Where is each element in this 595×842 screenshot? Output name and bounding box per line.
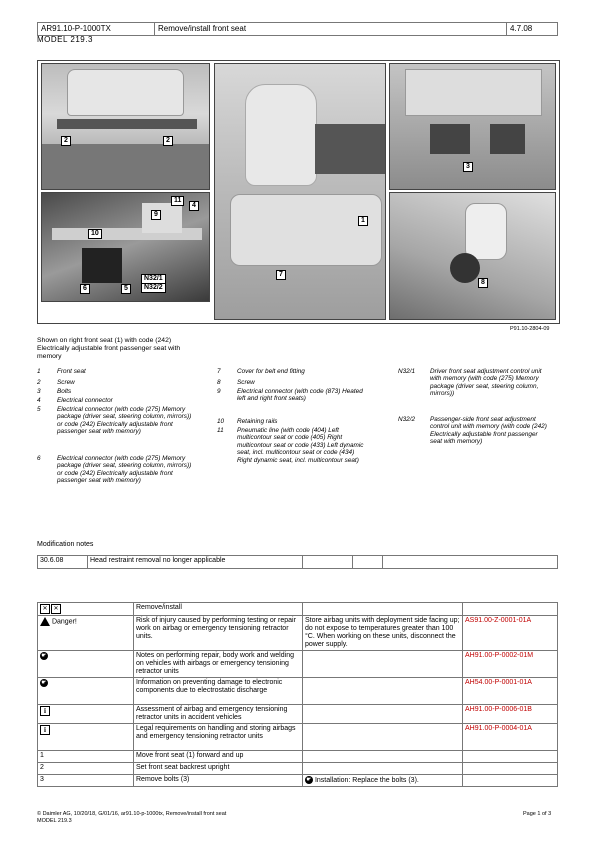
procedure-table	[37, 602, 558, 787]
modification-table	[37, 555, 558, 569]
callout-6: 6	[80, 284, 90, 294]
modification-text: Head restraint removal no longer applicable	[88, 556, 303, 569]
install-icon: ✕	[51, 604, 61, 614]
info-icon: i	[40, 725, 50, 735]
table-row: ☛ Notes on performing repair, body work and welding on vehicles with airbags or emergency tensioning retractor units AH91.00-P-0002-01M	[38, 651, 558, 678]
footer-line2: MODEL 219.3	[37, 817, 72, 824]
ref-link[interactable]: AH91.00-P-0004-01A	[463, 724, 558, 751]
danger-icon	[40, 617, 50, 626]
ref-link[interactable]: AS91.00-Z-0001-01A	[463, 616, 558, 651]
callout-1: 1	[358, 216, 368, 226]
modification-date: 30.6.08	[38, 556, 88, 569]
callout-4: 4	[189, 201, 199, 211]
table-row: Danger! Risk of injury caused by performing testing or repair work on airbag or emergency tensioning retractor units. Store airbag units with deployment side facing up; do not expose to temperatures greater than 100 °C. When working on these units, disconnect the power supply. AS91.00-Z-0001-01A	[38, 616, 558, 651]
callout-2-right: 2	[163, 136, 173, 146]
footer	[37, 811, 226, 824]
info-icon: i	[40, 706, 50, 716]
photo-belt-fitting	[389, 192, 556, 320]
remove-icon: ✕	[40, 604, 50, 614]
hand-note-icon: ☛	[41, 653, 47, 659]
figure-ref: P91.10-2804-09	[510, 326, 550, 332]
doc-date: 4.7.08	[507, 23, 558, 36]
callout-7: 7	[276, 270, 286, 280]
doc-id: AR91.10-P-1000TX	[38, 23, 155, 36]
hand-note-icon: ☛	[41, 680, 47, 686]
ref-link[interactable]: AH91.00-P-0006-01B	[463, 705, 558, 724]
intro-text: Shown on right front seat (1) with code (242) Electrically adjustable front passenger seat with memory	[37, 337, 181, 360]
callout-8: 8	[478, 278, 488, 288]
doc-title: Remove/install front seat	[155, 23, 507, 36]
callout-n32-1: N32/1	[141, 274, 166, 284]
ref-link[interactable]: AH54.00-P-0001-01A	[463, 678, 558, 705]
table-row: 1 Move front seat (1) forward and up	[38, 751, 558, 763]
table-row: i Assessment of airbag and emergency tensioning retractor units in accident vehicles AH91.00-P-0006-01B	[38, 705, 558, 724]
callout-2-left: 2	[61, 136, 71, 146]
callout-11: 11	[171, 196, 184, 206]
table-row: i Legal requirements on handling and storing airbags and emergency tensioning retractor units AH91.00-P-0004-01A	[38, 724, 558, 751]
modification-heading: Modification notes	[37, 541, 94, 548]
table-row: 3 Remove bolts (3) ☛ Installation: Replace the bolts (3).	[38, 775, 558, 787]
callout-3: 3	[463, 162, 473, 172]
ref-link[interactable]: AH91.00-P-0002-01M	[463, 651, 558, 678]
callout-n32-2: N32/2	[141, 283, 166, 293]
header-table	[37, 22, 558, 36]
table-row: ☛ Information on preventing damage to electronic components due to electrostatic discharge AH54.00-P-0001-01A	[38, 678, 558, 705]
procedure-header-label: Remove/install	[134, 603, 303, 616]
procedure-header-row	[38, 603, 558, 616]
footer-line1: © Daimler AG, 10/20/18, G/01/16, ar91.10-p-1000tx, Remove/install front seat	[37, 811, 227, 817]
hand-note-icon: ☛	[306, 777, 312, 783]
photo-interior	[214, 63, 386, 320]
model-label: MODEL 219.3	[37, 35, 93, 44]
callout-9: 9	[151, 210, 161, 220]
callout-10: 10	[88, 229, 102, 239]
page-number: Page 1 of 3	[523, 811, 552, 817]
callout-5: 5	[121, 284, 131, 294]
table-row: 2 Set front seat backrest upright	[38, 763, 558, 775]
photo-backrest-rear	[41, 63, 210, 190]
